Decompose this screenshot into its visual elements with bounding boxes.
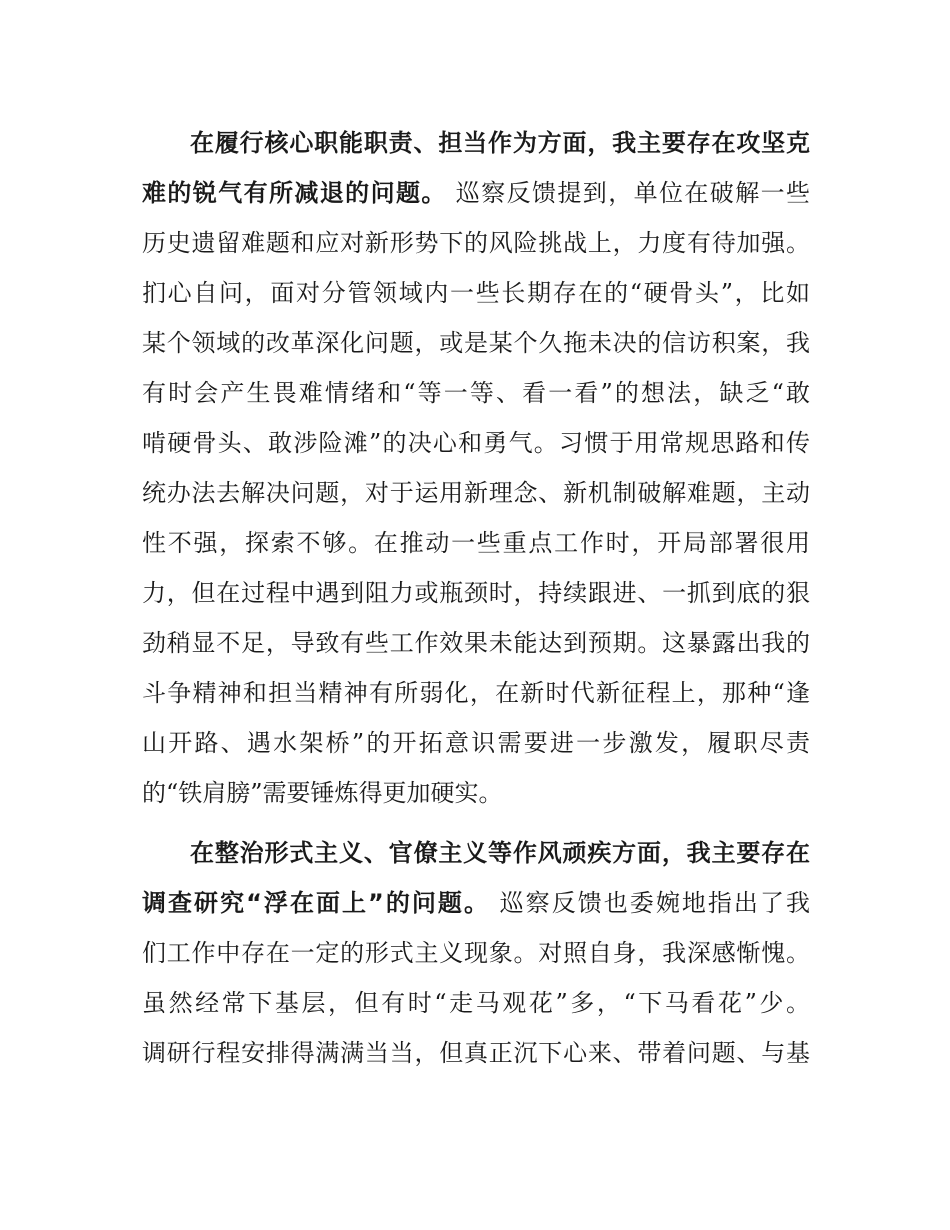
paragraph-2-bold-heading-end: 调查研究“浮在面上”的问题。: [142, 889, 490, 917]
paragraph-2-line-2-text: 巡察反馈也委婉地指出了我: [489, 889, 810, 917]
paragraph-1-line-7: 啃硬骨头、敢涉险滩”的决心和勇气。习惯于用常规思路和传: [142, 429, 810, 457]
paragraph-1-line-12: 斗争精神和担当精神有所弱化，在新时代新征程上，那种“逢: [142, 679, 810, 707]
paragraph-1-line-1: 在履行核心职能职责、担当作为方面，我主要存在攻坚克: [190, 129, 810, 157]
paragraph-2-line-1: 在整治形式主义、官僚主义等作风顽疾方面，我主要存在: [190, 839, 810, 867]
paragraph-1-line-8: 统办法去解决问题，对于运用新理念、新机制破解难题，主动: [142, 479, 810, 507]
paragraph-1-line-5: 某个领域的改革深化问题，或是某个久拖未决的信访积案，我: [142, 329, 810, 357]
paragraph-2-line-4: 虽然经常下基层，但有时“走马观花”多，“下马看花”少。: [142, 989, 810, 1017]
paragraph-1-bold-heading-end: 难的锐气有所减退的问题。: [142, 179, 447, 207]
paragraph-2-line-5: 调研行程安排得满满当当，但真正沉下心来、带着问题、与基: [142, 1039, 810, 1067]
paragraph-1-line-10: 力，但在过程中遇到阻力或瓶颈时，持续跟进、一抓到底的狠: [142, 579, 810, 607]
paragraph-1-line-2-text: 巡察反馈提到，单位在破解一些: [446, 179, 810, 207]
paragraph-2-line-2: [142, 883, 810, 923]
paragraph-1-line-6: 有时会产生畏难情绪和“等一等、看一看”的想法，缺乏“敢: [142, 379, 810, 407]
paragraph-1-line-11: 劲稍显不足，导致有些工作效果未能达到预期。这暴露出我的: [142, 629, 810, 657]
paragraph-1-line-9: 性不强，探索不够。在推动一些重点工作时，开局部署很用: [142, 529, 810, 557]
paragraph-1-line-4: 扪心自问，面对分管领域内一些长期存在的“硬骨头”，比如: [142, 279, 810, 307]
paragraph-2-line-3: 们工作中存在一定的形式主义现象。对照自身，我深感惭愧。: [142, 939, 810, 967]
paragraph-1-line-2: [142, 173, 810, 213]
paragraph-1-line-14: 的“铁肩膀”需要锤炼得更加硬实。: [142, 779, 503, 807]
paragraph-1-line-13: 山开路、遇水架桥”的开拓意识需要进一步激发，履职尽责: [142, 729, 810, 757]
paragraph-1-line-3: 历史遗留难题和应对新形势下的风险挑战上，力度有待加强。: [142, 229, 810, 257]
